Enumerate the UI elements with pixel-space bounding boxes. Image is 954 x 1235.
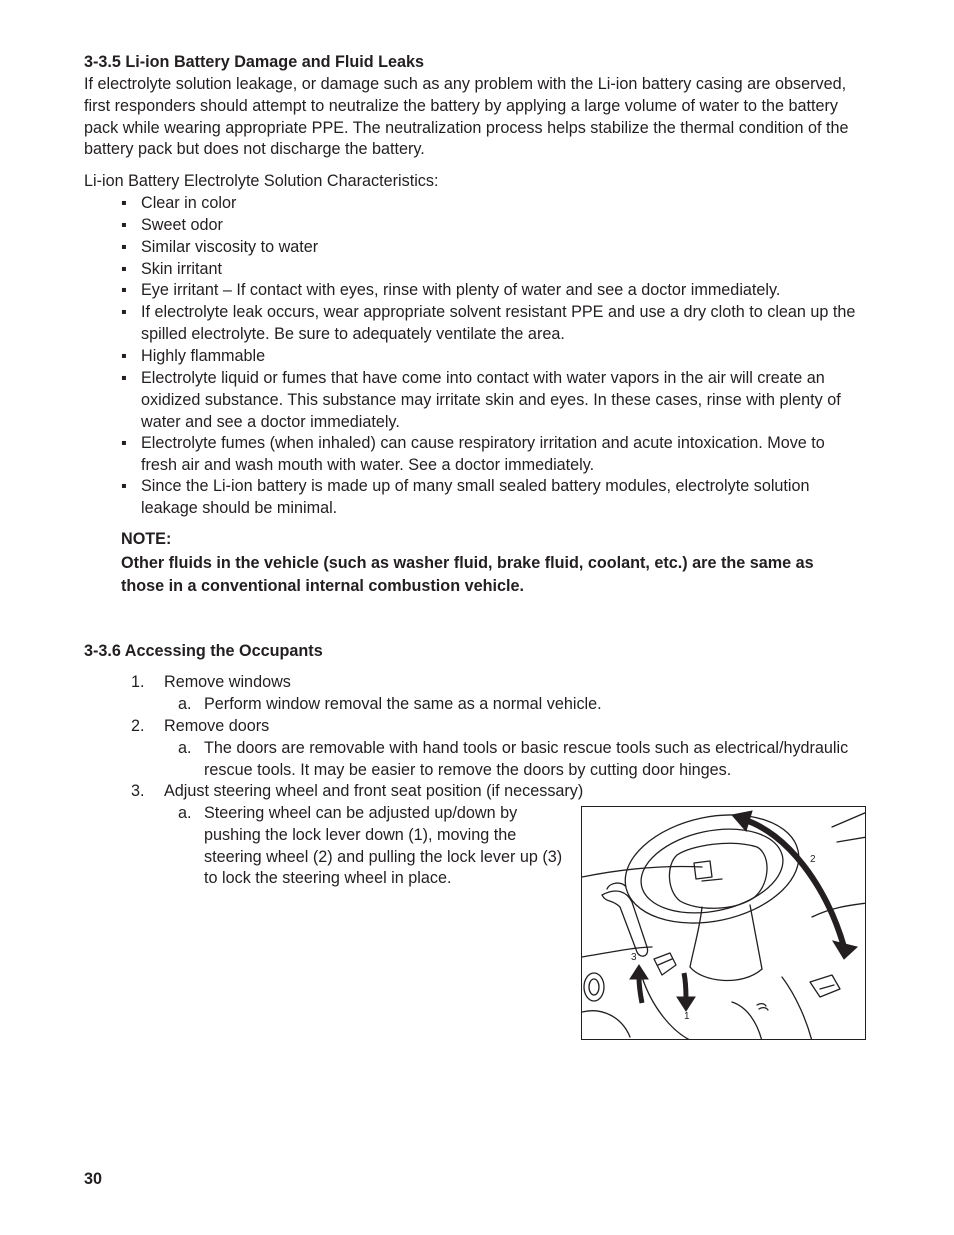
wheel-hub bbox=[669, 843, 767, 908]
bullet-text: Skin irritant bbox=[141, 260, 222, 278]
arrow-2-head-bottom bbox=[833, 941, 857, 959]
substep-line: Steering wheel can be adjusted up/down by bbox=[204, 804, 518, 822]
arrow-1-head bbox=[677, 997, 695, 1011]
substep-line: to lock the steering wheel in place. bbox=[204, 869, 452, 888]
arrow-1-shaft bbox=[684, 973, 686, 999]
right-switch bbox=[810, 975, 840, 997]
lock-lever-detail bbox=[658, 959, 672, 965]
substep-line: The doors are removable with hand tools or basic rescue tools such as electrical/hydraulic bbox=[204, 739, 849, 757]
left-knob bbox=[584, 973, 604, 1001]
note-text bbox=[121, 552, 881, 598]
bullet-glyph: ▪ bbox=[121, 477, 127, 495]
note-line: those in a conventional internal combustion vehicle. bbox=[121, 577, 524, 595]
bullet-item bbox=[121, 302, 866, 346]
step-label: Remove windows bbox=[164, 673, 291, 691]
step-number: 3. bbox=[131, 782, 145, 800]
bullet-item bbox=[121, 368, 866, 433]
substep-text: Perform window removal the same as a normal vehicle. bbox=[204, 695, 602, 713]
intro-line: battery pack but does not discharge the battery. bbox=[84, 140, 425, 159]
hub-button bbox=[694, 861, 712, 879]
bullet-item bbox=[121, 237, 866, 259]
bullet-text: Highly flammable bbox=[141, 347, 266, 365]
bullet-text: Electrolyte liquid or fumes that have come into contact with water vapors in the air will create an bbox=[141, 369, 825, 387]
intro-line: pack while wearing appropriate PPE. The neutralization process helps stabilize the thermal condition of the bbox=[84, 118, 849, 137]
bullet-text: Eye irritant – If contact with eyes, rinse with plenty of water and see a doctor immediately. bbox=[141, 281, 781, 299]
arrow-3-group bbox=[630, 965, 648, 1003]
bullet-glyph: ▪ bbox=[121, 238, 127, 256]
door-trim bbox=[582, 1011, 630, 1037]
knee-panel-right bbox=[782, 977, 812, 1040]
substep-letter: a. bbox=[178, 695, 192, 713]
bullet-item bbox=[121, 433, 866, 477]
bullet-item bbox=[121, 280, 866, 302]
bullet-glyph: ▪ bbox=[121, 347, 127, 365]
stalk-tip bbox=[607, 883, 626, 889]
characteristics-label: Li-ion Battery Electrolyte Solution Characteristics: bbox=[84, 172, 439, 190]
bullet-glyph: ▪ bbox=[121, 260, 127, 278]
vent-grille bbox=[757, 1004, 768, 1010]
page-number: 30 bbox=[84, 1170, 103, 1188]
substep-text bbox=[204, 803, 584, 890]
bullet-text: If electrolyte leak occurs, wear appropriate solvent resistant PPE and use a dry cloth to clean up the bbox=[141, 303, 856, 321]
section-heading-3-3-6: 3-3.6 Accessing the Occupants bbox=[84, 642, 323, 660]
knee-panel-mid bbox=[732, 1002, 762, 1040]
substep-text bbox=[204, 738, 884, 782]
hub-detail bbox=[702, 879, 722, 881]
section-heading-3-3-5: 3-3.5 Li-ion Battery Damage and Fluid Leaks bbox=[84, 53, 425, 71]
arrow-2-head-top bbox=[732, 811, 752, 831]
step-number: 2. bbox=[131, 717, 145, 735]
lock-lever bbox=[654, 953, 676, 975]
arrow-1-group bbox=[677, 973, 695, 1011]
bullet-text: Similar viscosity to water bbox=[141, 238, 319, 256]
bullet-glyph: ▪ bbox=[121, 434, 127, 452]
callout-1: 1 bbox=[684, 1011, 690, 1022]
bullet-text: fresh air and wash mouth with water. See a doctor immediately. bbox=[141, 455, 595, 474]
bullet-item bbox=[121, 193, 866, 215]
left-knob-inner bbox=[589, 979, 599, 995]
substep-line: steering wheel (2) and pulling the lock lever up (3) bbox=[204, 847, 563, 866]
bullet-text: Sweet odor bbox=[141, 216, 223, 234]
bullet-item bbox=[121, 259, 866, 281]
bullet-text: Electrolyte fumes (when inhaled) can cause respiratory irritation and acute intoxication. Move to bbox=[141, 434, 825, 452]
note-label: NOTE: bbox=[121, 530, 172, 548]
step-label: Adjust steering wheel and front seat position (if necessary) bbox=[164, 782, 584, 800]
column-bottom bbox=[690, 967, 762, 981]
step-label: Remove doors bbox=[164, 717, 270, 735]
bullet-text: Clear in color bbox=[141, 194, 237, 212]
windshield-line bbox=[832, 812, 866, 827]
substep-line: rescue tools. It may be easier to remove the doors by cutting door hinges. bbox=[204, 760, 732, 779]
bullet-glyph: ▪ bbox=[121, 216, 127, 234]
bullet-text: spilled electrolyte. Be sure to adequately ventilate the area. bbox=[141, 324, 565, 343]
step-number: 1. bbox=[131, 673, 145, 691]
substep-letter: a. bbox=[178, 739, 192, 757]
bullet-glyph: ▪ bbox=[121, 281, 127, 299]
bullet-glyph: ▪ bbox=[121, 369, 127, 387]
intro-line: first responders should attempt to neutralize the battery by applying a large volume of water to the battery bbox=[84, 96, 839, 115]
arrow-3-head bbox=[630, 965, 648, 979]
bullet-item bbox=[121, 476, 866, 520]
bullet-text: water and see a doctor immediately. bbox=[141, 412, 400, 431]
bullet-glyph: ▪ bbox=[121, 194, 127, 212]
bullet-text: Since the Li-ion battery is made up of many small sealed battery modules, electrolyte solution bbox=[141, 477, 810, 495]
dash-right-line bbox=[812, 903, 866, 917]
column-left bbox=[690, 907, 702, 967]
bullet-text: oxidized substance. This substance may irritate skin and eyes. In these cases, rinse with plenty of bbox=[141, 390, 841, 409]
bullet-item bbox=[121, 215, 866, 237]
wiper-stalk bbox=[602, 891, 648, 956]
steering-wheel-figure bbox=[581, 806, 866, 1040]
intro-paragraph bbox=[84, 74, 884, 161]
substep-line: pushing the lock lever down (1), moving the bbox=[204, 825, 517, 844]
column-right bbox=[750, 905, 762, 969]
arrow-3-shaft bbox=[639, 977, 642, 1003]
bullet-item bbox=[121, 346, 866, 368]
arrow-2-group bbox=[732, 811, 857, 959]
note-line: Other fluids in the vehicle (such as washer fluid, brake fluid, coolant, etc.) are the same as bbox=[121, 554, 814, 572]
bullet-text: leakage should be minimal. bbox=[141, 498, 338, 517]
bullet-glyph: ▪ bbox=[121, 303, 127, 321]
callout-3: 3 bbox=[631, 952, 637, 963]
windshield-line-2 bbox=[837, 837, 866, 842]
right-switch-detail bbox=[820, 985, 834, 989]
callout-2: 2 bbox=[810, 854, 816, 865]
intro-line: If electrolyte solution leakage, or damage such as any problem with the Li-ion battery casing are observed, bbox=[84, 75, 847, 93]
steering-wheel-illustration bbox=[582, 807, 866, 1040]
substep-letter: a. bbox=[178, 804, 192, 822]
